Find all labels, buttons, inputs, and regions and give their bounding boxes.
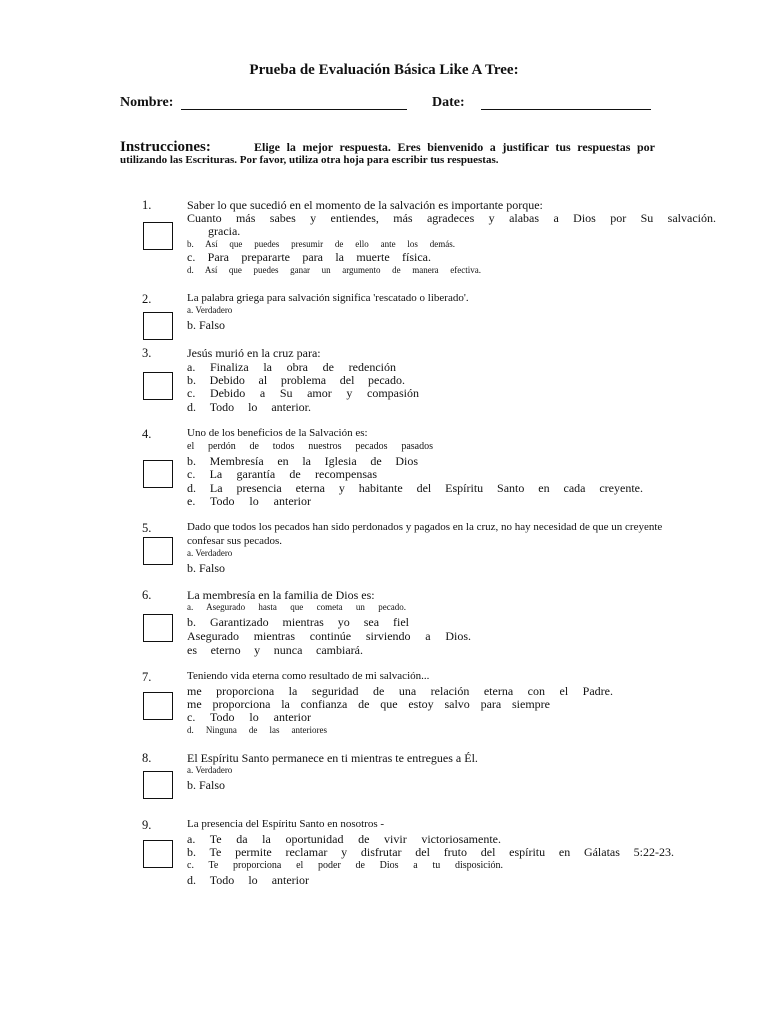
question-text: Teniendo vida eterna como resultado de mi salvación... (187, 670, 430, 682)
option: d. Así que puedes ganar un argumento de manera efectiva. (187, 265, 481, 275)
answer-box[interactable] (143, 372, 173, 400)
question-text: Dado que todos los pecados han sido perdonados y pagados en la cruz, no hay necesidad de que un creyente (187, 521, 663, 533)
option: d. La presencia eterna y habitante del Espíritu Santo en cada creyente. (187, 481, 643, 495)
name-field-line[interactable] (181, 109, 407, 110)
option: gracia. (208, 224, 241, 238)
option: a. Asegurado hasta que cometa un pecado. (187, 602, 406, 612)
answer-box[interactable] (143, 537, 173, 565)
option: a. Te da la oportunidad de vivir victoriosamente. (187, 832, 501, 846)
option: me proporciona la seguridad de una relación eterna con el Padre. (187, 684, 613, 698)
option: a. Verdadero (187, 765, 233, 775)
option: c. Para prepararte para la muerte física. (187, 250, 431, 264)
option: a. Verdadero (187, 305, 233, 315)
option: el perdón de todos nuestros pecados pasados (187, 441, 433, 452)
option: b. Así que puedes presumir de ello ante los demás. (187, 239, 455, 249)
answer-box[interactable] (143, 312, 173, 340)
date-field-line[interactable] (481, 109, 651, 110)
answer-box[interactable] (143, 692, 173, 720)
instructions-line-1: Elige la mejor respuesta. Eres bienvenido a justificar tus respuestas por (254, 140, 655, 154)
question-number: 6. (142, 588, 152, 602)
question-text: Jesús murió en la cruz para: (187, 346, 321, 360)
option: a. Verdadero (187, 548, 233, 558)
option: c. Debido a Su amor y compasión (187, 386, 419, 400)
question-number: 2. (142, 292, 152, 306)
option: Asegurado mientras continúe sirviendo a Dios. (187, 629, 471, 643)
instructions-line-2: utilizando las Escrituras. Por favor, utiliza otra hoja para escribir tus respuestas. (120, 154, 499, 166)
name-label: Nombre: (120, 95, 174, 110)
answer-box[interactable] (143, 460, 173, 488)
option: me proporciona la confianza de que estoy salvo para siempre (187, 697, 550, 711)
option: c. Te proporciona el poder de Dios a tu disposición. (187, 860, 503, 871)
question-text: La presencia del Espíritu Santo en nosotros - (187, 818, 385, 830)
option: b. Te permite reclamar y disfrutar del fruto del espíritu en Gálatas 5:22-23. (187, 845, 674, 859)
question-text-continued: confesar sus pecados. (187, 535, 282, 547)
option: b. Falso (187, 318, 226, 332)
question-text: Uno de los beneficios de la Salvación es: (187, 427, 368, 439)
option: b. Falso (187, 778, 226, 792)
option: Cuanto más sabes y entiendes, más agradeces y alabas a Dios por Su salvación. (187, 211, 716, 225)
answer-box[interactable] (143, 840, 173, 868)
page-title: Prueba de Evaluación Básica Like A Tree: (249, 62, 519, 78)
question-number: 9. (142, 818, 152, 832)
option: c. La garantía de recompensas (187, 467, 377, 481)
option: b. Debido al problema del pecado. (187, 373, 405, 387)
question-number: 1. (142, 198, 152, 212)
question-number: 3. (142, 346, 152, 360)
question-text: La palabra griega para salvación significa 'rescatado o liberado'. (187, 292, 469, 304)
question-number: 8. (142, 751, 152, 765)
question-text: La membresía en la familia de Dios es: (187, 588, 375, 602)
answer-box[interactable] (143, 614, 173, 642)
instructions-heading: Instrucciones: (120, 139, 211, 155)
option: a. Finaliza la obra de redención (187, 360, 396, 374)
question-number: 5. (142, 521, 152, 535)
option: d. Todo lo anterior. (187, 400, 311, 414)
option: d. Todo lo anterior (187, 873, 309, 887)
date-label: Date: (432, 95, 465, 110)
question-text: El Espíritu Santo permanece en ti mientras te entregues a Él. (187, 751, 478, 765)
option: d. Ninguna de las anteriores (187, 725, 327, 735)
option: e. Todo lo anterior (187, 494, 311, 508)
option: c. Todo lo anterior (187, 710, 311, 724)
option: b. Garantizado mientras yo sea fiel (187, 615, 409, 629)
option: es eterno y nunca cambiará. (187, 643, 363, 657)
answer-box[interactable] (143, 222, 173, 250)
question-text: Saber lo que sucedió en el momento de la salvación es importante porque: (187, 198, 543, 212)
question-number: 7. (142, 670, 152, 684)
option: b. Membresía en la Iglesia de Dios (187, 454, 418, 468)
answer-box[interactable] (143, 771, 173, 799)
question-number: 4. (142, 427, 152, 441)
option: b. Falso (187, 561, 226, 575)
